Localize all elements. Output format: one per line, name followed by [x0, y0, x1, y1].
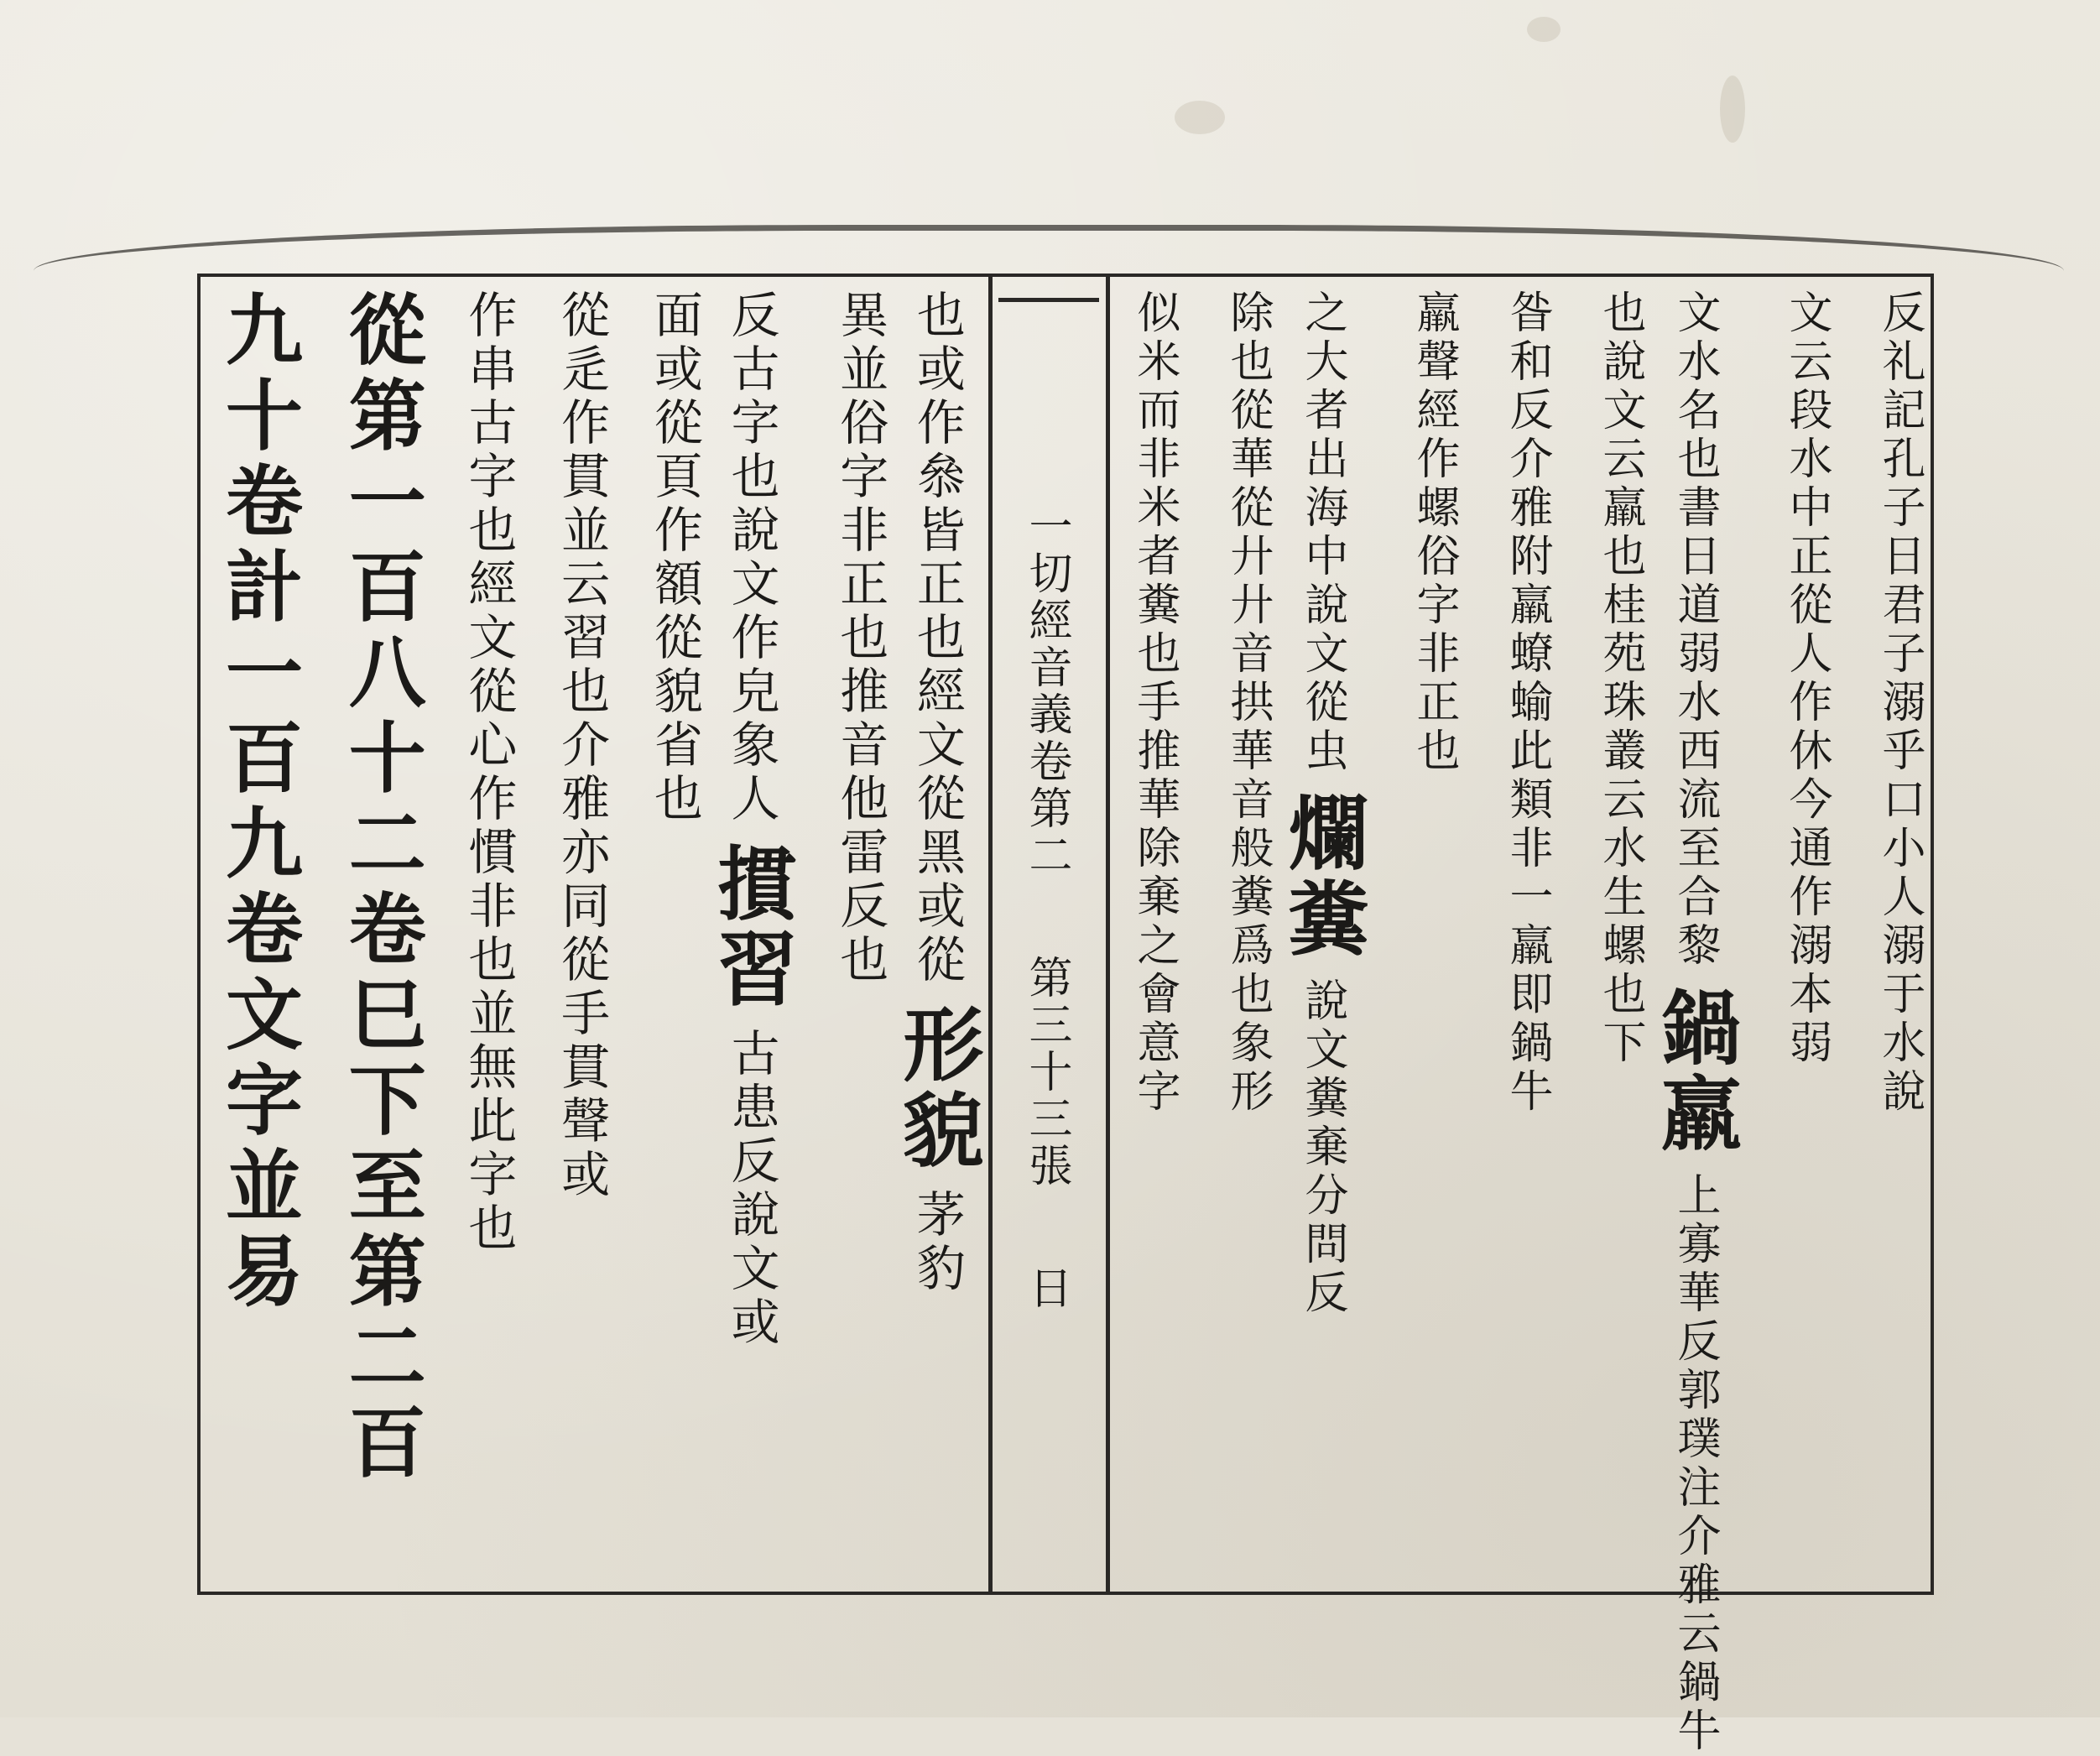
- text-column: 從辵作貫並云習也介雅亦同從手貫聲或: [553, 289, 611, 1202]
- text-column: 也說文云羸也桂苑珠叢云水生螺也下: [1595, 289, 1645, 1068]
- left-page: [210, 289, 985, 1581]
- headword: 鍋羸: [1648, 986, 1743, 1157]
- upper-margin-line: [34, 225, 2064, 271]
- text-column: 之大者出海中說文從虫爛糞說文糞棄分問反: [1275, 289, 1370, 1318]
- leaf-number: 第三十三張: [1021, 955, 1071, 1190]
- leaf-mark: 日: [1021, 1265, 1071, 1312]
- text-column: 異並俗字非正也推音他雷反也: [831, 289, 889, 987]
- headword-note: 古患反說文或: [722, 1028, 780, 1350]
- colophon-column: 從第一百八十二卷巳下至第二百: [336, 289, 427, 1488]
- paper-stain: [1175, 101, 1225, 134]
- headword-note: 上寡華反郭璞注介雅云鍋牛: [1670, 1172, 1720, 1756]
- text-column: 文水名也書日道弱水西流至合黎鍋羸上寡華反郭璞注介雅云鍋牛: [1648, 289, 1743, 1756]
- fish-tail-mark: [998, 277, 1099, 302]
- text-column: 文云段水中正從人作休今通作溺本弱: [1781, 289, 1832, 1068]
- center-band-text: [1015, 503, 1078, 1426]
- right-page: [1124, 289, 1925, 1756]
- text-column: 反礼記孔子日君子溺乎口小人溺于水說: [1874, 289, 1925, 1117]
- text-column: 昝和反介雅附羸蟟蝓此類非一羸即鍋牛: [1502, 289, 1552, 1117]
- headword-note: 茅豹: [908, 1189, 966, 1296]
- volume-title: 一切經音義卷第二: [1021, 503, 1071, 879]
- headword: 形貌: [889, 1003, 985, 1174]
- text-column: 也或作叅皆正也經文從黑或從形貌茅豹: [889, 289, 985, 1296]
- text-column: 作串古字也經文從心作慣非也並無此字也: [460, 289, 518, 1256]
- text-column: 羸聲經作螺俗字非正也: [1409, 289, 1459, 776]
- headword-note: 說文糞棄分問反: [1297, 977, 1347, 1318]
- paper-stain: [1720, 76, 1745, 143]
- text-column: 除也從華從廾廾音拱華音般糞爲也象形: [1222, 289, 1273, 1117]
- headword: 摜習: [704, 842, 800, 1013]
- paper-stain: [1527, 17, 1561, 42]
- colophon-column: 九十卷計一百九卷文字並易: [213, 289, 304, 1316]
- text-column: 面或從頁作額從貌省也: [645, 289, 703, 826]
- text-column: 反古字也說文作皃象人摜習古患反說文或: [704, 289, 800, 1350]
- headword: 爛糞: [1275, 791, 1370, 962]
- text-column: 似米而非米者糞也手推華除棄之會意字: [1129, 289, 1180, 1117]
